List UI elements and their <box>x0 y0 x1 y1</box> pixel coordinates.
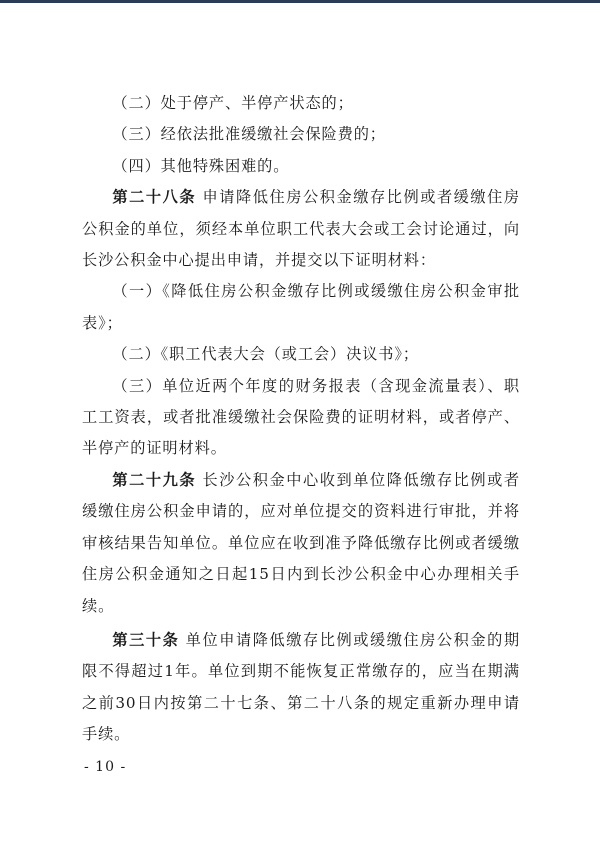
article-28 <box>82 182 520 276</box>
article-28-text: 申请降低住房公积金缴存比例或者缓缴住房公积金的单位，须经本单位职工代表大会或工会讨论通过，向长沙公积金中心提出申请，并提交以下证明材料： <box>82 188 521 270</box>
article-29 <box>82 465 520 622</box>
document-body <box>82 88 520 751</box>
list-item-3: （三）经依法批准缓缴社会保险费的； <box>112 125 386 144</box>
material-item-2: （二）《职工代表大会（或工会）决议书》； <box>112 345 419 364</box>
article-28-number: 第二十八条 <box>112 188 197 207</box>
material-item-3: （三）单位近两个年度的财务报表（含现金流量表）、职工工资表，或者批准缓缴社会保险费的证明材料，或者停产、半停产的证明材料。 <box>82 376 520 458</box>
page-number: - 10 - <box>84 759 127 775</box>
page-top-border <box>0 0 600 3</box>
list-item-4: （四）其他特殊困难的。 <box>112 156 290 175</box>
article-30-text: 单位申请降低缴存比例或缓缴住房公积金的期限不得超过1年。单位到期不能恢复正常缴存的，应当在期满之前30日内按第二十七条、第二十八条的规定重新办理申请手续。 <box>82 630 520 744</box>
article-30-number: 第三十条 <box>112 630 180 649</box>
material-item-1: （一）《降低住房公积金缴存比例或缓缴住房公积金审批表》； <box>82 282 520 332</box>
list-item-2: （二）处于停产、半停产状态的； <box>112 94 354 112</box>
article-30 <box>82 625 520 751</box>
article-29-text: 长沙公积金中心收到单位降低缴存比例或者缓缴住房公积金申请的，应对单位提交的资料进行审批，并将审核结果告知单位。单位应在收到准予降低缴存比例或者缓缴住房公积金通知之日起15日内到长沙公积金中心办理相关手续。 <box>82 470 521 615</box>
article-29-number: 第二十九条 <box>112 470 197 489</box>
